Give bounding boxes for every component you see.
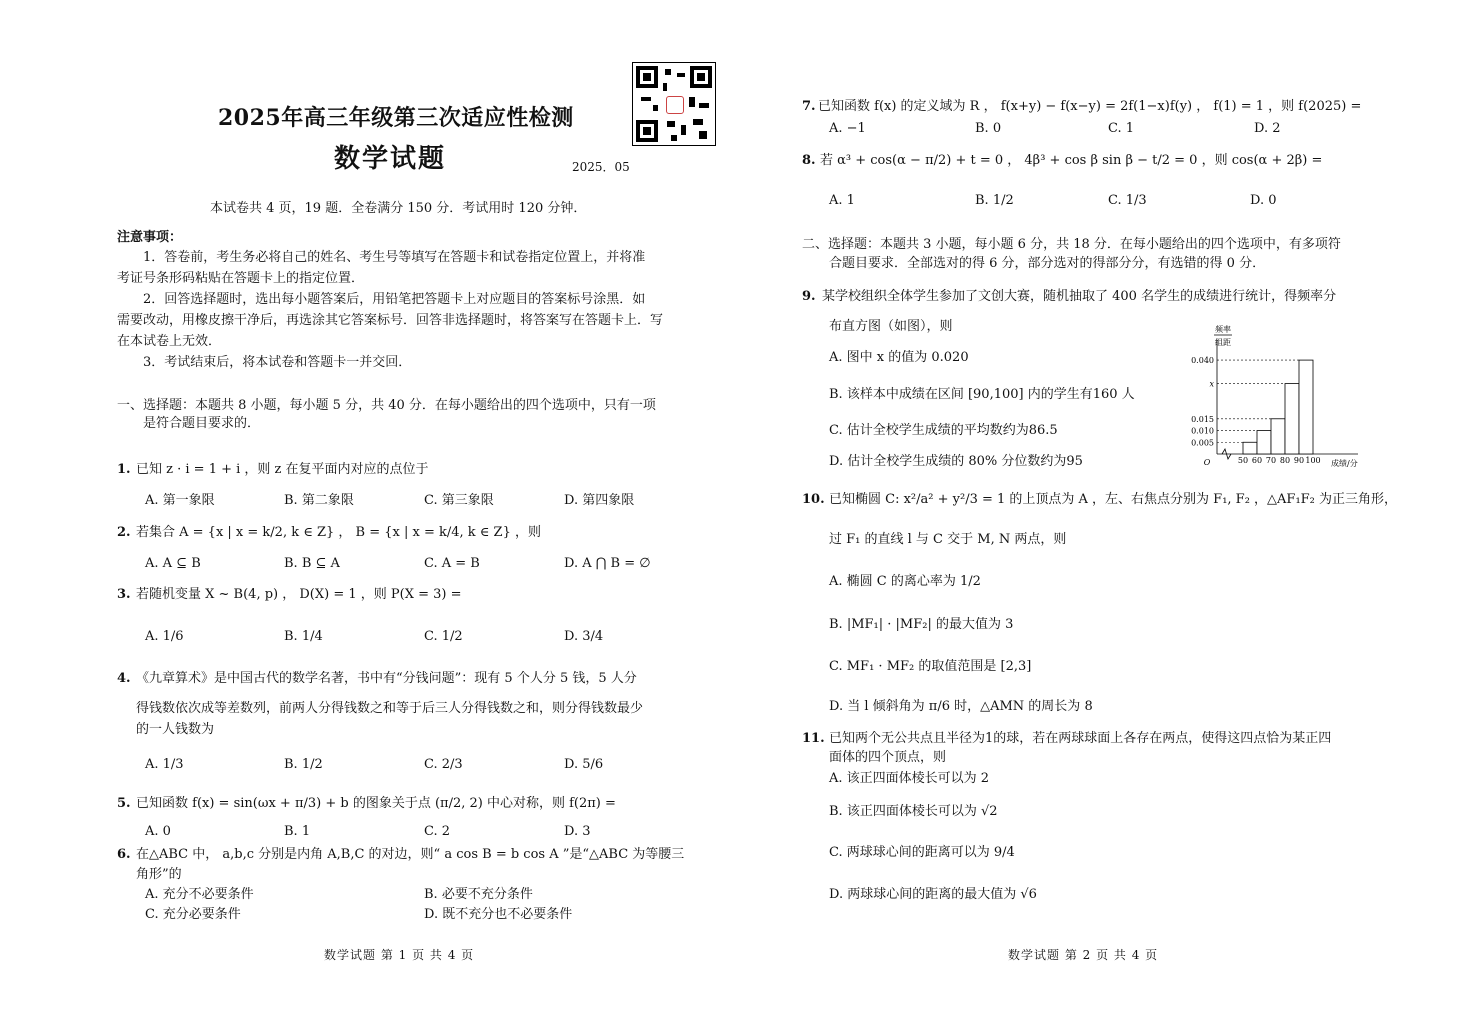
notice-line: 1．答卷前，考生务必将自己的姓名、考生号等填写在答题卡和试卷指定位置上，并将准: [143, 250, 646, 265]
q9-option-b: B. 该样本中成绩在区间 [90,100] 内的学生有160 人: [829, 387, 1135, 402]
question-number: 5.: [117, 796, 131, 811]
question-number: 2.: [117, 525, 131, 540]
q3-option-d: D. 3/4: [564, 629, 604, 644]
q1-option-b: B. 第二象限: [284, 493, 354, 508]
histogram-bar: [1243, 442, 1257, 454]
histogram-bar: [1271, 419, 1285, 454]
page-title: 2025年高三年级第三次适应性检测: [218, 105, 574, 131]
q3-option-b: B. 1/4: [284, 629, 323, 644]
q4-option-c: C. 2/3: [424, 757, 463, 772]
exam-date: 2025．05: [572, 160, 630, 174]
q8-option-c: C. 1/3: [1108, 193, 1147, 208]
q4-option-a: A. 1/3: [145, 757, 184, 772]
q10-option-d: D. 当 l 倾斜角为 π/6 时，△AMN 的周长为 8: [829, 699, 1093, 714]
q9-option-c: C. 估计全校学生成绩的平均数约为86.5: [829, 423, 1058, 438]
notice-line: 需要改动，用橡皮擦干净后，再选涂其它答案标号．回答非选择题时，将答案写在答题卡上．写: [117, 313, 664, 328]
question-number: 11.: [802, 731, 825, 746]
origin-label: O: [1203, 458, 1211, 467]
section1-heading: 一、选择题：本题共 8 小题，每小题 5 分，共 40 分．在每小题给出的四个选项中，只有一项: [117, 398, 656, 413]
question-9-line: 布直方图（如图），则: [829, 319, 953, 334]
histogram-bar: [1285, 384, 1299, 454]
q6-option-c: C. 充分必要条件: [145, 907, 241, 922]
question-8-stem: 若 α³ + cos(α − π/2) + t = 0 ， 4β³ + cos β sin β − t/2 = 0 ，则 cos(α + 2β) =: [820, 153, 1323, 168]
y-tick-label: 0.040: [1191, 356, 1214, 366]
question-1-stem: 已知 z · i = 1 + i ，则 z 在复平面内对应的点位于: [136, 462, 429, 477]
question-number: 10.: [802, 492, 825, 507]
footer-right: 数学试题 第 2 页 共 4 页: [1008, 948, 1159, 962]
q2-option-c: C. A = B: [424, 556, 480, 571]
q9-option-a: A. 图中 x 的值为 0.020: [829, 350, 969, 365]
question-11-line: 已知两个无公共点且半径为1的球，若在两球球面上各存在两点，使得这四点恰为某正四: [829, 731, 1332, 746]
q5-option-d: D. 3: [564, 824, 591, 839]
question-6-line: 在△ABC 中， a,b,c 分别是内角 A,B,C 的对边，则“ a cos B = b cos A ”是“△ABC 为等腰三: [136, 847, 685, 862]
question-number: 9.: [802, 289, 816, 304]
y-tick-label: 0.005: [1191, 438, 1214, 448]
q3-option-c: C. 1/2: [424, 629, 463, 644]
frequency-histogram: [1180, 320, 1365, 470]
ylabel-top: 频率: [1215, 325, 1231, 334]
q2-option-d: D. A ⋂ B = ∅: [564, 556, 651, 571]
q6-option-d: D. 既不充分也不必要条件: [424, 907, 573, 922]
question-4-line: 《九章算术》是中国古代的数学名著，书中有“分钱问题”：现有 5 个人分 5 钱，5 人分: [136, 671, 637, 686]
q1-option-d: D. 第四象限: [564, 493, 635, 508]
notice-line: 2．回答选择题时，选出每小题答案后，用铅笔把答题卡上对应题目的答案标号涂黑．如: [143, 292, 646, 307]
question-9-line: 某学校组织全体学生参加了文创大赛，随机抽取了 400 名学生的成绩进行统计，得频率分: [822, 289, 1337, 304]
q5-option-b: B. 1: [284, 824, 311, 839]
q1-option-a: A. 第一象限: [145, 493, 215, 508]
question-number: 4.: [117, 671, 131, 686]
y-tick-label: x: [1209, 379, 1214, 389]
q8-option-d: D. 0: [1250, 193, 1277, 208]
x-tick-label: 70: [1265, 456, 1277, 465]
q6-option-a: A. 充分不必要条件: [145, 887, 254, 902]
qr-code: [632, 62, 716, 146]
q5-option-c: C. 2: [424, 824, 451, 839]
x-tick-label: 90: [1293, 456, 1305, 465]
x-tick-label: 80: [1279, 456, 1291, 465]
q7-option-b: B. 0: [975, 121, 1002, 136]
footer-left: 数学试题 第 1 页 共 4 页: [324, 948, 475, 962]
question-number: 6.: [117, 847, 131, 862]
q11-option-c: C. 两球球心间的距离可以为 9/4: [829, 845, 1015, 860]
notice-line: 考证号条形码粘贴在答题卡上的指定位置．: [117, 271, 365, 286]
section1-heading-cont: 是符合题目要求的．: [143, 416, 261, 431]
notice-heading: 注意事项：: [117, 230, 183, 245]
q7-option-d: D. 2: [1254, 121, 1281, 136]
q7-option-a: A. −1: [829, 121, 866, 136]
q11-option-a: A. 该正四面体棱长可以为 2: [829, 771, 990, 786]
q3-option-a: A. 1/6: [145, 629, 184, 644]
question-number: 1.: [117, 462, 131, 477]
question-6-line: 角形”的: [136, 867, 182, 882]
q10-option-b: B. |MF₁| · |MF₂| 的最大值为 3: [829, 617, 1014, 632]
xlabel: 成绩/分: [1331, 459, 1358, 468]
q4-option-d: D. 5/6: [564, 757, 604, 772]
q11-option-b: B. 该正四面体棱长可以为 √2: [829, 804, 998, 819]
histogram-bar: [1299, 360, 1313, 454]
y-tick-label: 0.015: [1191, 414, 1214, 424]
page-subtitle: 数学试题: [334, 144, 447, 174]
question-3-stem: 若随机变量 X ~ B(4, p) ， D(X) = 1 ，则 P(X = 3) =: [136, 587, 462, 602]
q6-option-b: B. 必要不充分条件: [424, 887, 533, 902]
ylabel-bottom: 组距: [1215, 338, 1231, 347]
q7-option-c: C. 1: [1108, 121, 1135, 136]
notice-line: 3．考试结束后，将本试卷和答题卡一并交回．: [143, 355, 412, 370]
question-11-line: 面体的四个顶点，则: [829, 750, 947, 765]
q2-option-a: A. A ⊆ B: [145, 556, 201, 571]
x-tick-label: 50: [1237, 456, 1249, 465]
q4-option-b: B. 1/2: [284, 757, 323, 772]
q11-option-d: D. 两球球心间的距离的最大值为 √6: [829, 887, 1037, 902]
q5-option-a: A. 0: [145, 824, 171, 839]
q8-option-b: B. 1/2: [975, 193, 1014, 208]
exam-intro: 本试卷共 4 页，19 题．全卷满分 150 分．考试用时 120 分钟．: [210, 201, 587, 216]
y-tick-label: 0.010: [1191, 426, 1214, 436]
section2-heading: 二、选择题：本题共 3 小题，每小题 6 分，共 18 分．在每小题给出的四个选项中，有多项符: [802, 237, 1341, 252]
question-7-stem: 已知函数 f(x) 的定义域为 R ， f(x+y) − f(x−y) = 2f(1−x)f(y) ， f(1) = 1 ，则 f(2025) =: [818, 99, 1362, 114]
x-tick-label: 100: [1305, 456, 1321, 465]
q10-option-a: A. 椭圆 C 的离心率为 1/2: [829, 574, 981, 589]
q8-option-a: A. 1: [829, 193, 855, 208]
section2-heading-cont: 合题目要求．全部选对的得 6 分，部分选对的得部分分，有选错的得 0 分．: [829, 256, 1266, 271]
question-4-line: 的一人钱数为: [136, 722, 215, 737]
question-5-stem: 已知函数 f(x) = sin(ωx + π/3) + b 的图象关于点 (π/2, 2) 中心对称，则 f(2π) =: [136, 796, 616, 811]
question-10-line: 已知椭圆 C: x²/a² + y²/3 = 1 的上顶点为 A ，左、右焦点分别为 F₁, F₂ ，△AF₁F₂ 为正三角形，: [829, 492, 1398, 507]
question-number: 7.: [802, 99, 816, 114]
question-4-line: 得钱数依次成等差数列，前两人分得钱数之和等于后三人分得钱数之和，则分得钱数最少: [136, 701, 644, 716]
question-number: 8.: [802, 153, 816, 168]
q1-option-c: C. 第三象限: [424, 493, 494, 508]
x-tick-label: 60: [1251, 456, 1263, 465]
histogram-bar: [1257, 431, 1271, 454]
question-2-stem: 若集合 A = {x | x = k/2, k ∈ Z} ， B = {x | x = k/4, k ∈ Z} ，则: [136, 525, 541, 540]
q2-option-b: B. B ⊆ A: [284, 556, 340, 571]
question-10-line: 过 F₁ 的直线 l 与 C 交于 M, N 两点，则: [829, 532, 1067, 547]
question-number: 3.: [117, 587, 131, 602]
q10-option-c: C. MF₁ · MF₂ 的取值范围是 [2,3]: [829, 659, 1032, 674]
notice-line: 在本试卷上无效．: [117, 334, 222, 349]
q9-option-d: D. 估计全校学生成绩的 80% 分位数约为95: [829, 454, 1083, 469]
